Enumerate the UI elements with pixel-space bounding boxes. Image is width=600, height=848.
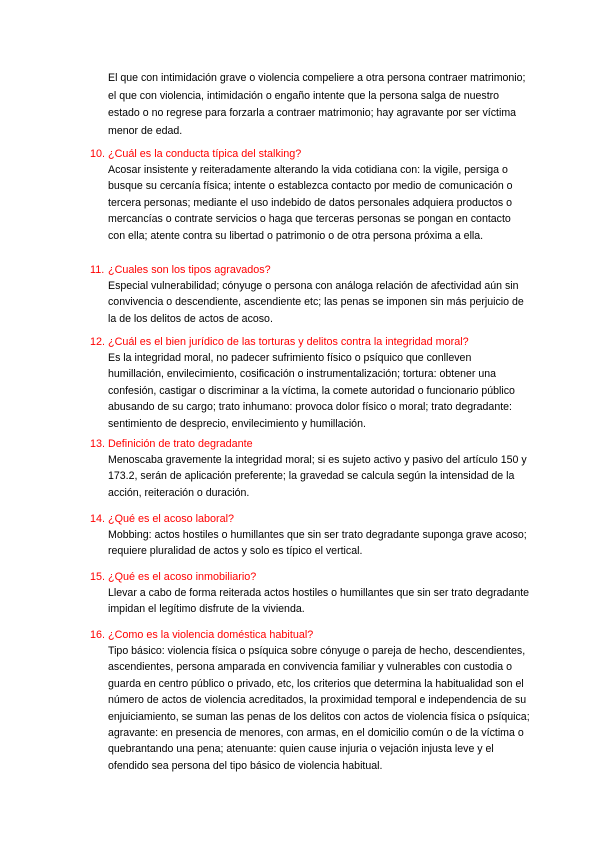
question-text: ¿Como es la violencia doméstica habitual? bbox=[108, 629, 314, 641]
answer-text: Menoscaba gravemente la integridad moral; si es sujeto activo y pasivo del artículo 150 y 173.2, serán de aplicación preferente; la gravedad se calcula según la intensidad de la acción, reiteración o duración. bbox=[108, 454, 527, 499]
question-title bbox=[90, 146, 530, 162]
question-block-12 bbox=[90, 334, 530, 432]
question-block-14 bbox=[90, 511, 530, 560]
question-number: 10. bbox=[90, 148, 106, 160]
question-text: Definición de trato degradante bbox=[108, 438, 253, 450]
question-text: ¿Cuál es el bien jurídico de las torturas y delitos contra la integridad moral? bbox=[108, 336, 469, 348]
question-title bbox=[90, 334, 530, 350]
question-block-13 bbox=[90, 436, 530, 501]
intro-paragraph: El que con intimidación grave o violencia compeliere a otra persona contraer matrimonio; el que con violencia, intimidación o engaño intente que la persona salga de nuestro estado o no regrese para forzarla a contraer matrimonio; hay agravante por ser víctima menor de edad. bbox=[108, 72, 526, 137]
question-block-16 bbox=[90, 627, 530, 774]
question-text: ¿Qué es el acoso inmobiliario? bbox=[108, 571, 257, 583]
answer-text: Especial vulnerabilidad; cónyuge o persona con análoga relación de afectividad aún sin convivencia o descendiente, ascendiente etc; las penas se imponen sin más perjuicio de la de los delitos de actos de acoso. bbox=[108, 280, 524, 325]
question-text: ¿Cuál es la conducta típica del stalking? bbox=[108, 148, 302, 160]
question-number: 15. bbox=[90, 571, 106, 583]
question-title bbox=[90, 436, 530, 452]
question-block-11 bbox=[90, 262, 530, 327]
question-title bbox=[90, 627, 530, 643]
question-block-10 bbox=[90, 146, 530, 244]
question-number: 16. bbox=[90, 629, 106, 641]
question-title bbox=[90, 262, 530, 278]
question-number: 11. bbox=[90, 264, 105, 276]
question-block-15 bbox=[90, 569, 530, 618]
answer-text: Es la integridad moral, no padecer sufrimiento físico o psíquico que conlleven humillación, envilecimiento, cosificación o instrumentalización; tortura: obtener una confesión, castigar o discriminar a la víctima, la comete autoridad o funcionario público abusando de su cargo; trato inhumano: provoca dolor físico o moral; trato degradante: sentimiento de desprecio, envilecimiento y humillación. bbox=[108, 352, 515, 430]
question-text: ¿Cuales son los tipos agravados? bbox=[108, 264, 271, 276]
question-number: 12. bbox=[90, 336, 106, 348]
question-title bbox=[90, 511, 530, 527]
question-title bbox=[90, 569, 530, 585]
question-text: ¿Qué es el acoso laboral? bbox=[108, 513, 235, 525]
answer-text: Llevar a cabo de forma reiterada actos hostiles o humillantes que sin ser trato degradante impidan el legítimo disfrute de la vivienda. bbox=[108, 587, 530, 616]
answer-text: Acosar insistente y reiteradamente alterando la vida cotidiana con: la vigile, persiga o busque su cercanía física; intente o establezca contacto por medio de comunicación o tercera personas; mediante el uso indebido de datos personales adquiera productos o mercancías o contrate servicios o haga que terceras personas se pongan en contacto con ella; atente contra su libertad o patrimonio o de otra persona próxima a ella. bbox=[108, 164, 513, 242]
answer-text: Mobbing: actos hostiles o humillantes que sin ser trato degradante suponga grave acoso; requiere pluralidad de actos y solo es típico el vertical. bbox=[108, 529, 527, 558]
question-number: 14. bbox=[90, 513, 106, 525]
question-number: 13. bbox=[90, 438, 106, 450]
answer-text: Tipo básico: violencia física o psíquica sobre cónyuge o pareja de hecho, descendientes, ascendientes, persona amparada en convivencia familiar y vulnerables con custodia o guarda en centro público o privado, etc, los criterios que determina la habitualidad son el número de actos de violencia acreditados, la proximidad temporal e independencia de su enjuiciamiento, se suman las penas de los delitos con actos de violencia física o psíquica; agravante: en presencia de menores, con armas, en el domicilio común o de la víctima o quebrantando una pena; atenuante: quien cause injuria o vejación injusta leve y el ofendido sea persona del tipo básico de violencia habitual. bbox=[108, 645, 530, 772]
